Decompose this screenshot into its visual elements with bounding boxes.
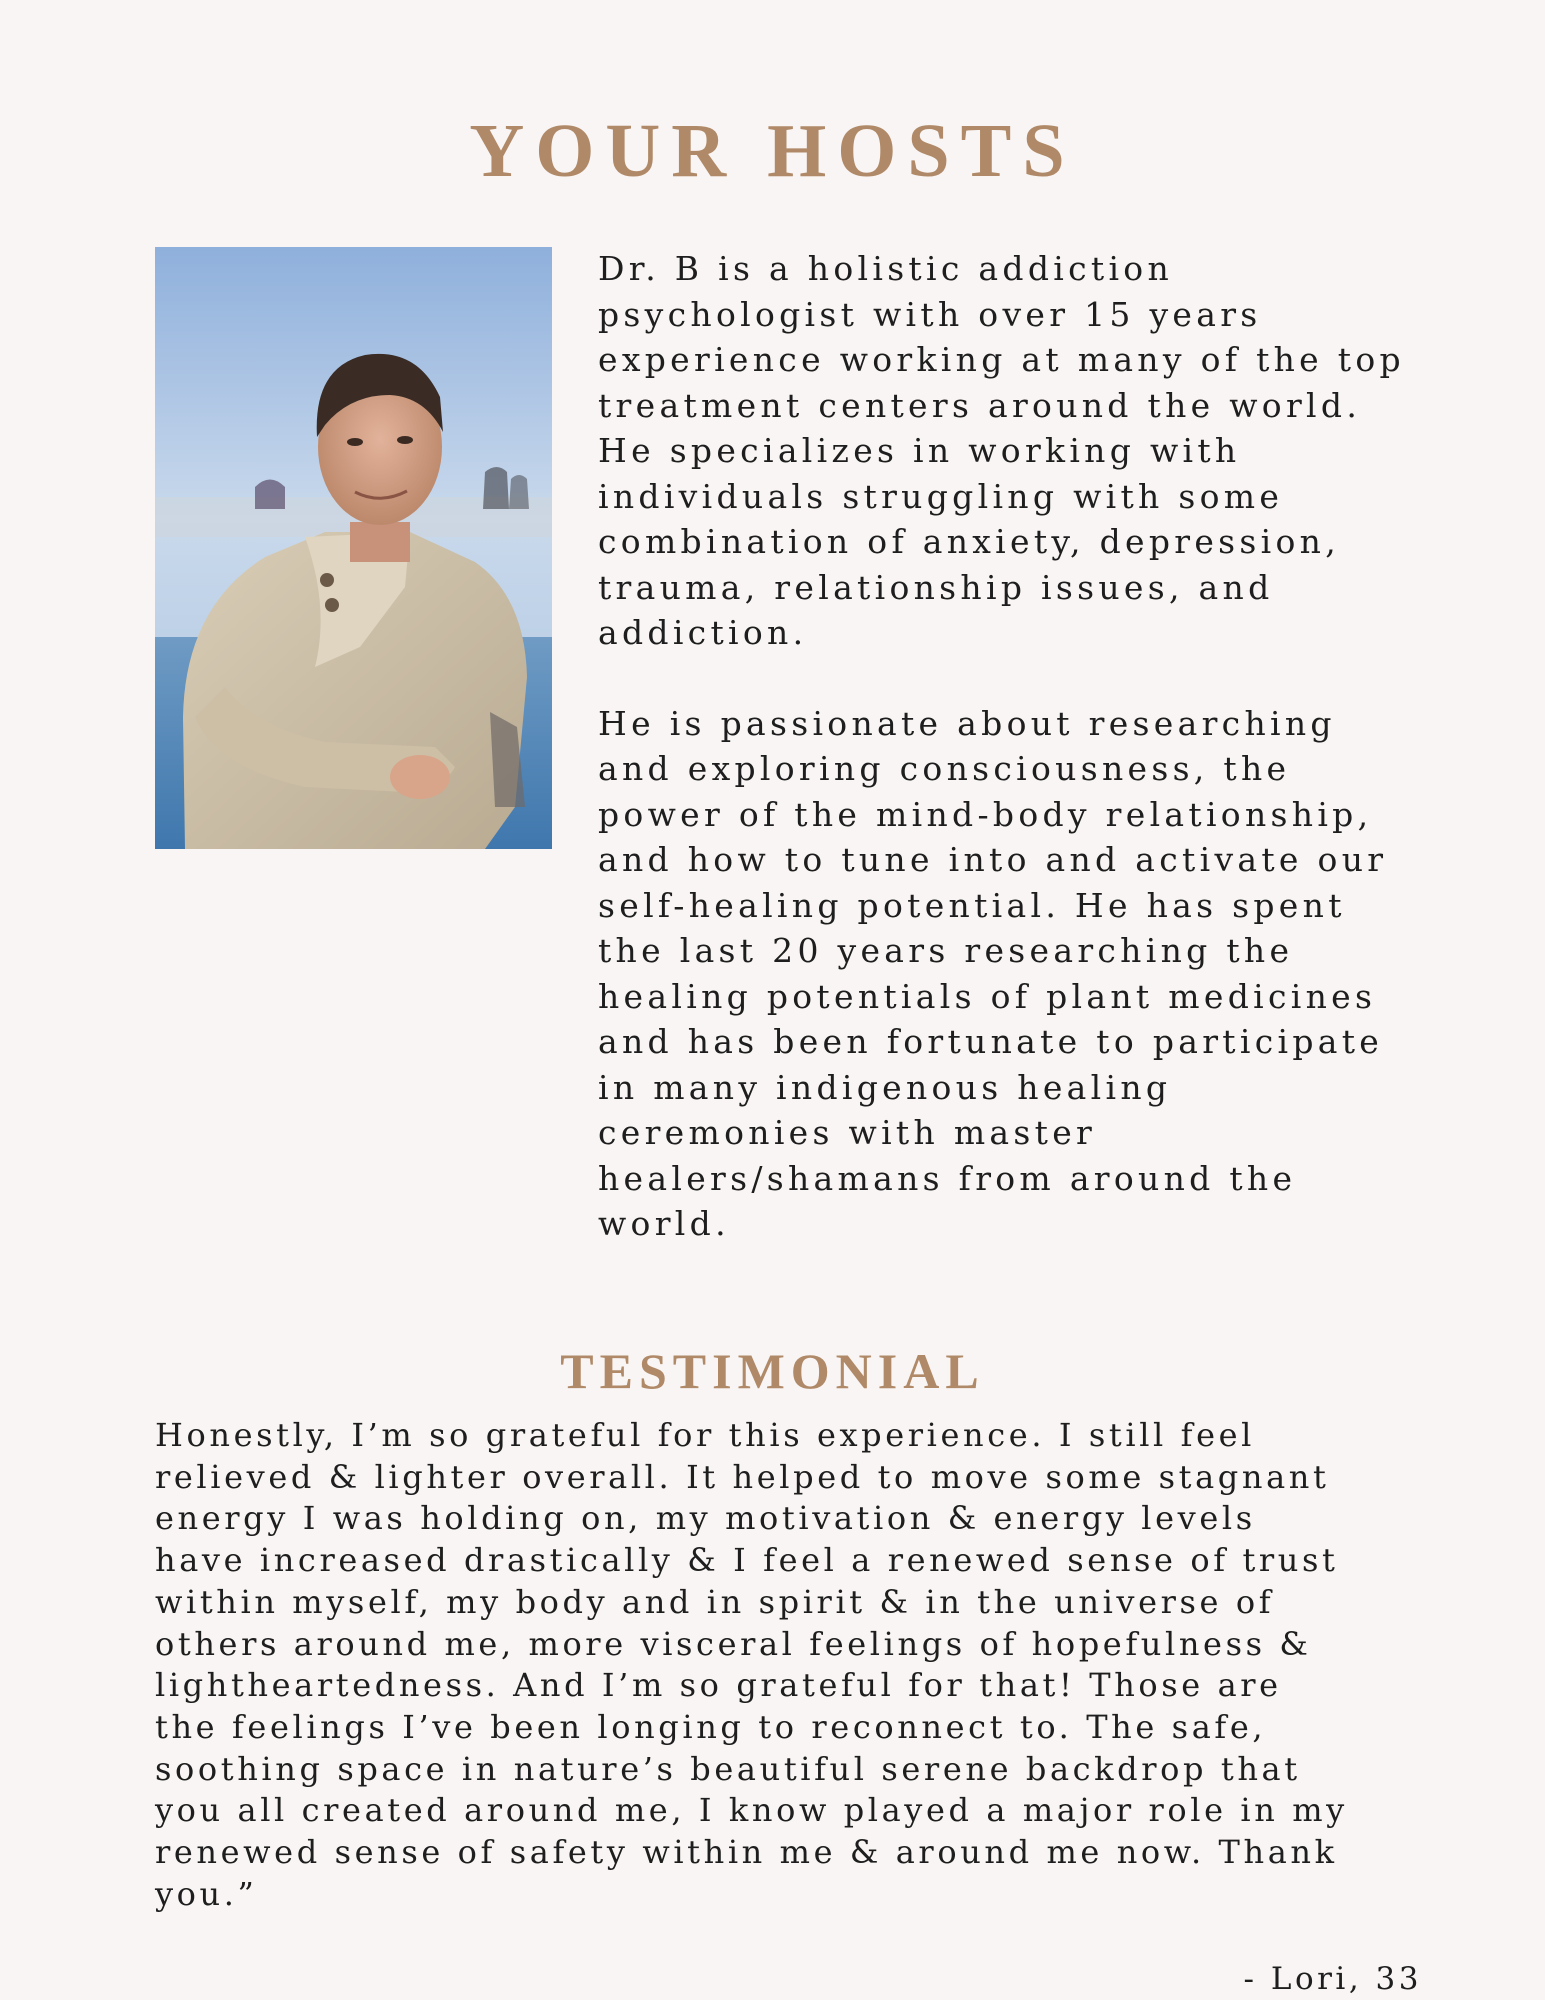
testimonial-heading: TESTIMONIAL (560, 1342, 985, 1399)
testimonial-line: renewed sense of safety within me & around me now. Thank (155, 1833, 1338, 1872)
bio-line: world. (598, 1204, 730, 1243)
testimonial-line: others around me, more visceral feelings of hopefulness & (155, 1624, 1312, 1663)
testimonial-line: Honestly, I’m so grateful for this experience. I still feel (155, 1416, 1255, 1454)
bio-line: addiction. (598, 613, 808, 652)
bio-line: and exploring consciousness, the (598, 749, 1291, 788)
testimonial-attribution: - Lori, 33 (1243, 1961, 1422, 1997)
bio-line: healers/shamans from around the (598, 1158, 1297, 1198)
host-portrait-image (155, 247, 552, 849)
testimonial-line: soothing space in nature’s beautiful serene backdrop that (155, 1749, 1301, 1788)
bio-line: He is passionate about researching (598, 703, 1336, 743)
testimonial-line: you all created around me, I know played a major role in my (155, 1791, 1348, 1830)
bio-line: and has been fortunate to participate (598, 1022, 1384, 1061)
bio-line: Dr. B is a holistic addiction (598, 249, 1174, 288)
host-bio (598, 246, 1498, 1292)
testimonial-line: relieved & lighter overall. It helped to move some stagnant (155, 1457, 1330, 1496)
testimonial-text (155, 1415, 1425, 1915)
bio-paragraph-2 (598, 701, 1498, 1247)
bio-line: experience working at many of the top (598, 340, 1405, 379)
testimonial-line: you.” (155, 1874, 258, 1913)
bio-paragraph-1 (598, 246, 1498, 656)
bio-line: the last 20 years researching the (598, 931, 1294, 970)
testimonial-line: energy I was holding on, my motivation & energy levels (155, 1499, 1256, 1538)
bio-line: and how to tune into and activate our (598, 840, 1388, 879)
bio-line: psychologist with over 15 years (598, 294, 1262, 334)
page-title: YOUR HOSTS (469, 108, 1076, 193)
bio-line: treatment centers around the world. (598, 385, 1362, 425)
bio-line: power of the mind-body relationship, (598, 794, 1373, 834)
testimonial-line: lightheartedness. And I’m so grateful for that! Those are (155, 1666, 1282, 1705)
bio-line: in many indigenous healing (598, 1067, 1172, 1107)
bio-line: trauma, relationship issues, and (598, 567, 1274, 607)
testimonial-line: have increased drastically & I feel a renewed sense of trust (155, 1541, 1339, 1580)
testimonial-line: within myself, my body and in spirit & in the universe of (155, 1582, 1275, 1621)
bio-line: combination of anxiety, depression, (598, 522, 1340, 561)
bio-line: self-healing potential. He has spent (598, 885, 1346, 925)
bio-line: individuals struggling with some (598, 476, 1284, 516)
bio-line: He specializes in working with (598, 431, 1241, 470)
bio-line: healing potentials of plant medicines (598, 976, 1377, 1016)
testimonial-line: the feelings I’ve been longing to reconnect to. The safe, (155, 1707, 1267, 1746)
bio-line: ceremonies with master (598, 1113, 1097, 1152)
host-photo (155, 247, 552, 849)
